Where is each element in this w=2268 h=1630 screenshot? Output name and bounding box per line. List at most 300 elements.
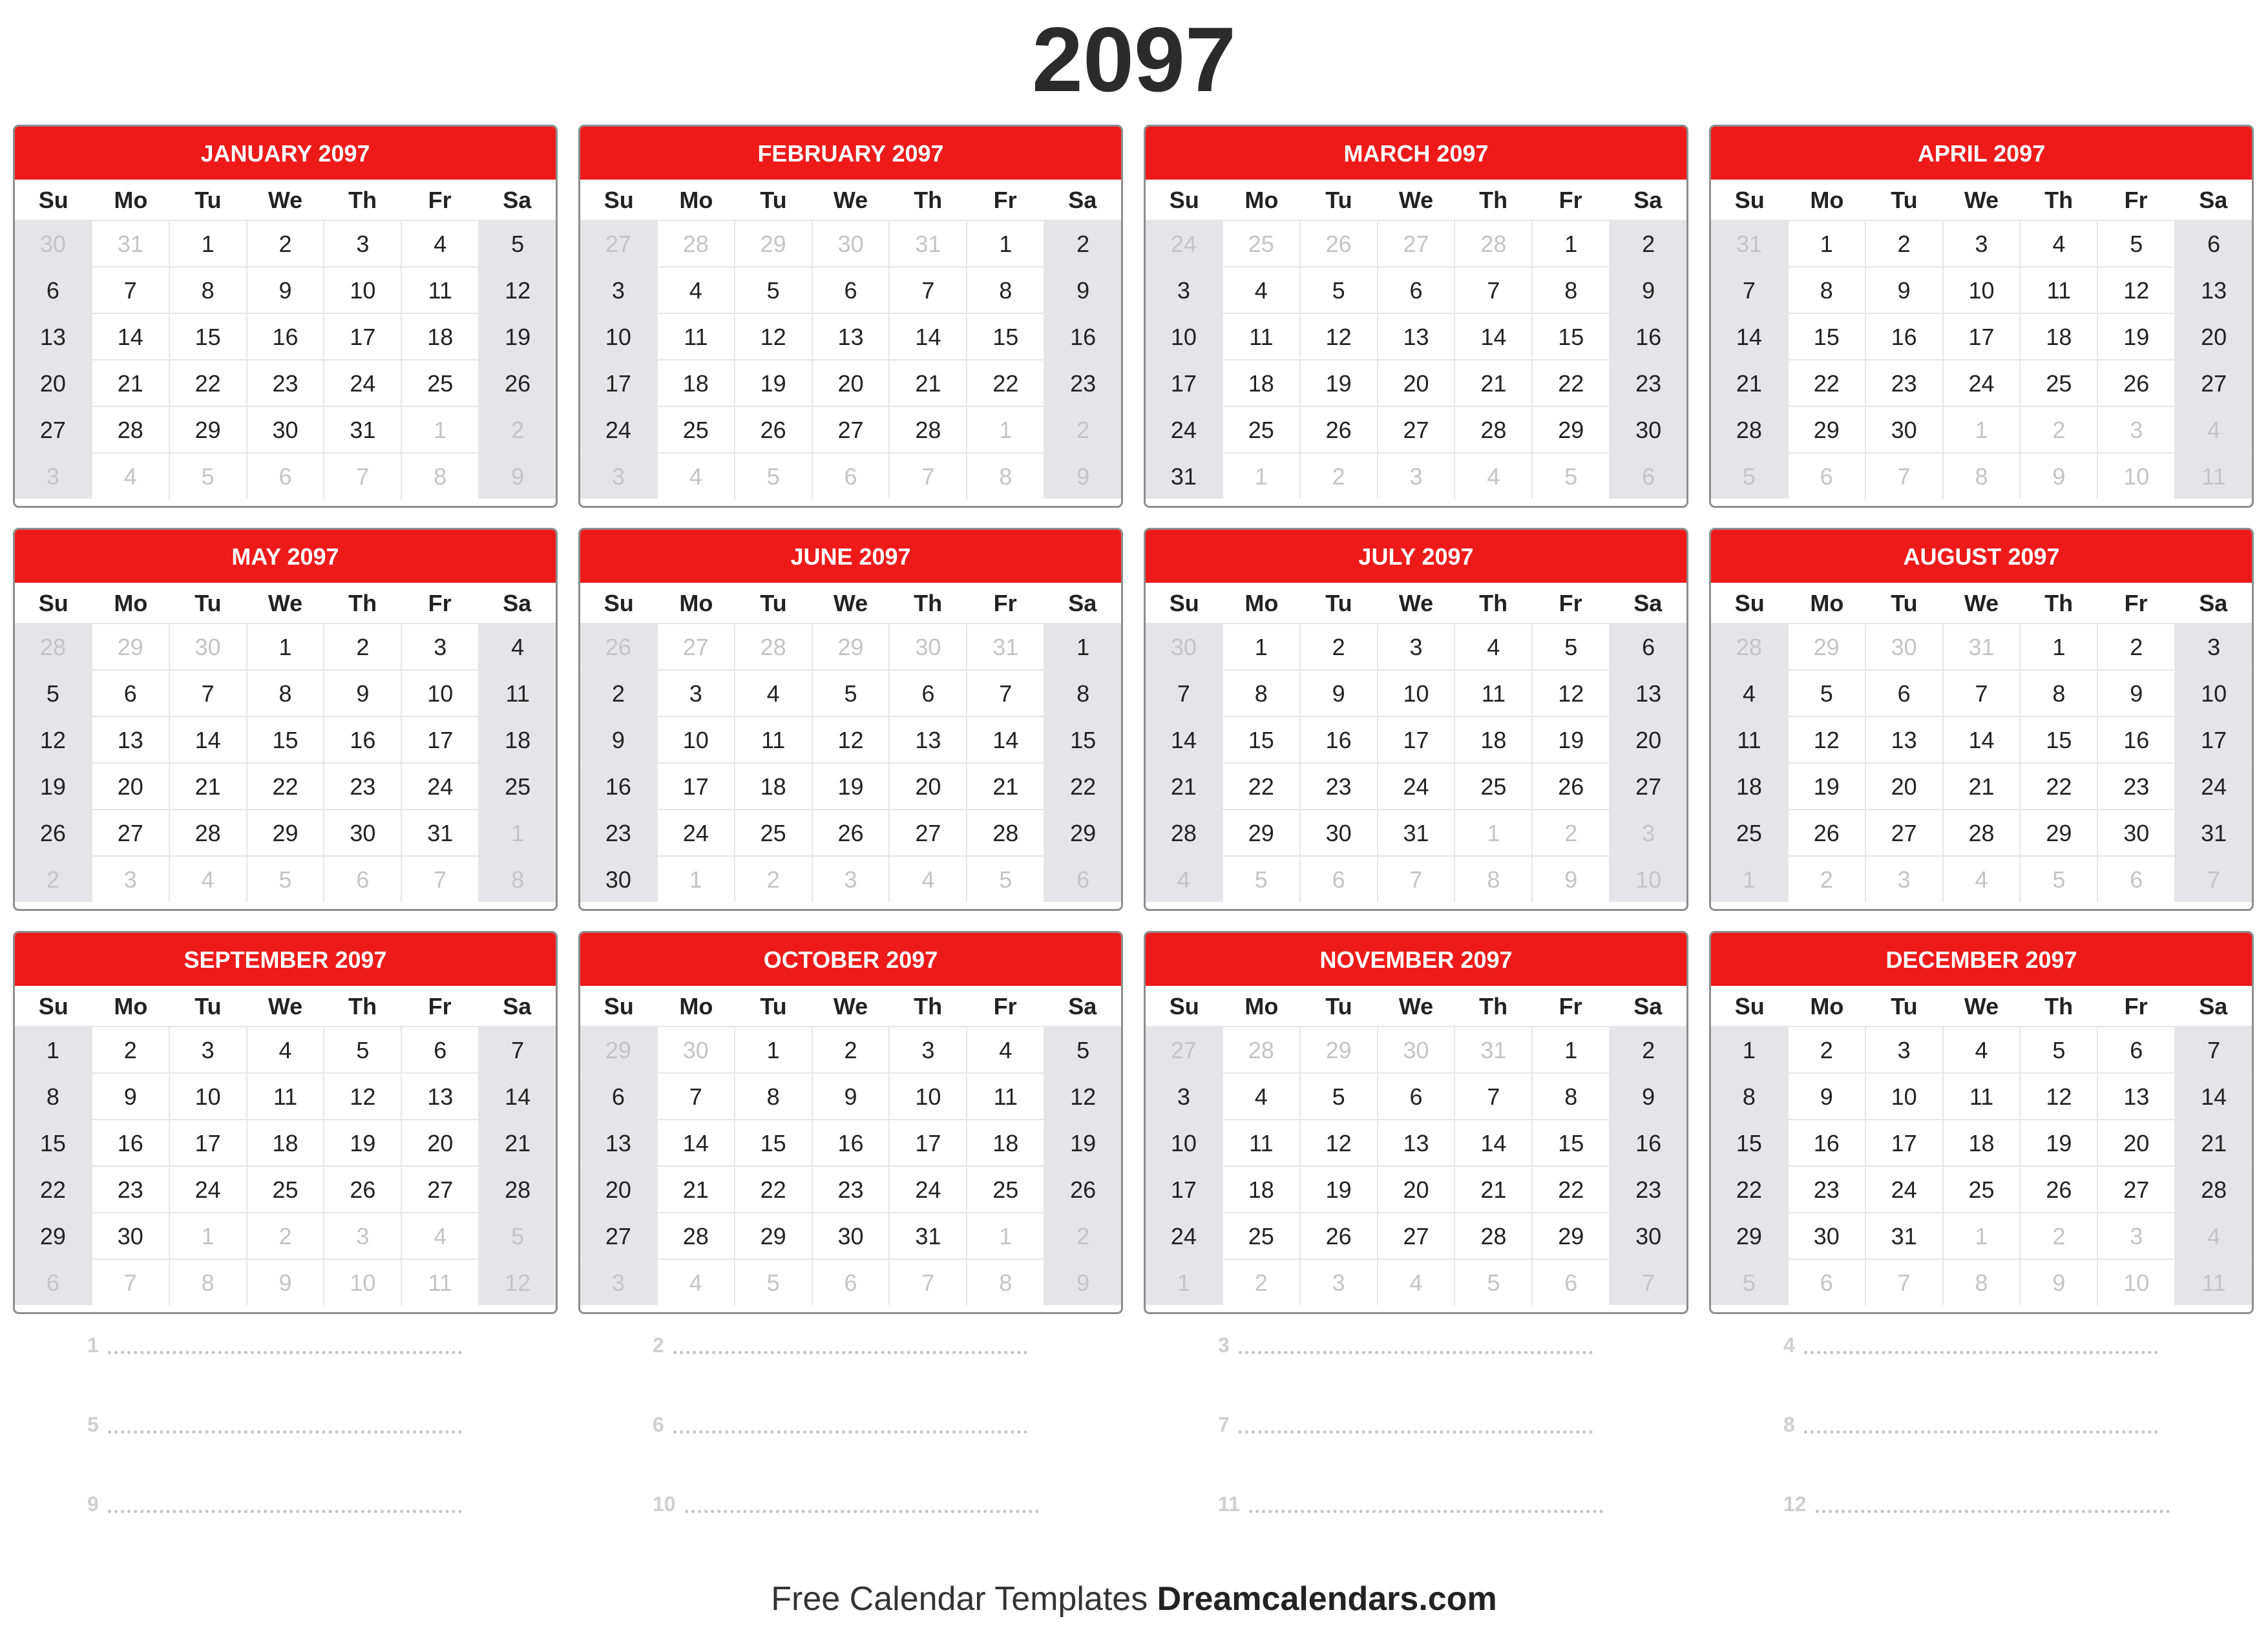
adjacent-month-day: 9 [1044, 454, 1121, 499]
adjacent-month-day: 5 [2019, 857, 2097, 902]
day-cell: 4 [1942, 1027, 2020, 1072]
day-cell: 15 [169, 314, 246, 359]
adjacent-month-day: 31 [888, 221, 966, 266]
adjacent-month-day: 5 [734, 1260, 812, 1305]
day-cell: 8 [15, 1074, 91, 1119]
day-cell: 21 [888, 360, 966, 406]
adjacent-month-day: 31 [91, 221, 169, 266]
adjacent-month-day: 8 [1942, 1260, 2020, 1305]
day-cell: 6 [580, 1074, 656, 1119]
day-cell: 10 [888, 1074, 966, 1119]
month-title: OCTOBER 2097 [580, 933, 1121, 986]
adjacent-month-day: 1 [966, 1213, 1044, 1259]
day-cell: 12 [15, 717, 91, 762]
day-cell: 6 [888, 671, 966, 716]
week-row [1711, 623, 2252, 669]
day-cell: 5 [2097, 221, 2174, 266]
day-cell: 18 [966, 1120, 1044, 1165]
day-cell: 16 [246, 314, 324, 359]
day-cell: 13 [1377, 314, 1454, 359]
adjacent-month-day: 29 [1787, 624, 1865, 669]
day-cell: 4 [2019, 221, 2097, 266]
day-cell: 10 [1942, 267, 2020, 313]
note-line[interactable] [87, 1318, 462, 1357]
weekday-label: Fr [2124, 590, 2148, 616]
day-cell: 28 [888, 407, 966, 452]
day-cell: 3 [1942, 221, 2020, 266]
day-cell: 27 [1865, 810, 1942, 855]
adjacent-month-day: 2 [15, 857, 91, 902]
adjacent-month-day: 5 [966, 857, 1044, 902]
adjacent-month-day: 27 [580, 221, 656, 266]
day-cell: 11 [478, 671, 556, 716]
weekday-label: We [833, 590, 868, 616]
adjacent-month-day: 2 [1787, 857, 1865, 902]
day-cell: 20 [812, 360, 889, 406]
day-cell: 29 [734, 1213, 812, 1259]
day-cell: 13 [580, 1120, 656, 1165]
day-cell: 7 [1146, 671, 1222, 716]
day-cell: 7 [1711, 267, 1787, 313]
weekday-label: Su [1169, 993, 1199, 1019]
weekday-label: Fr [2124, 187, 2148, 213]
weekday-label: Tu [194, 590, 222, 616]
day-cell: 26 [734, 407, 812, 452]
week-row [15, 1212, 556, 1259]
weekday-label: Sa [2199, 187, 2228, 213]
day-cell: 24 [580, 407, 656, 452]
weekday-label: Sa [1633, 993, 1663, 1019]
day-cell: 13 [401, 1074, 478, 1119]
weekday-label: Su [1734, 187, 1765, 213]
adjacent-month-day: 1 [1146, 1260, 1222, 1305]
day-cell: 5 [812, 671, 889, 716]
day-cell: 27 [2097, 1167, 2174, 1212]
day-cell: 24 [1377, 764, 1454, 809]
day-cell: 16 [1865, 314, 1942, 359]
day-cell: 31 [888, 1213, 966, 1259]
day-cell: 19 [1531, 717, 1609, 762]
adjacent-month-day: 31 [966, 624, 1044, 669]
month-title: AUGUST 2097 [1711, 530, 2252, 583]
day-cell: 27 [812, 407, 889, 452]
day-cell: 21 [966, 764, 1044, 809]
day-cell: 2 [1299, 624, 1377, 669]
day-cell: 7 [1454, 1074, 1531, 1119]
day-cell: 23 [1609, 360, 1686, 406]
adjacent-month-day: 1 [1942, 407, 2020, 452]
day-cell: 13 [2174, 267, 2252, 313]
weekday-label: We [268, 187, 303, 213]
day-cell: 19 [2019, 1120, 2097, 1165]
day-cell: 24 [401, 764, 478, 809]
day-cell: 20 [1609, 717, 1686, 762]
day-cell: 15 [246, 717, 324, 762]
adjacent-month-day: 7 [1377, 857, 1454, 902]
day-cell: 3 [401, 624, 478, 669]
adjacent-month-day: 2 [1044, 407, 1121, 452]
week-row [1711, 452, 2252, 499]
month-calendar [578, 931, 1123, 1314]
day-cell: 26 [1531, 764, 1609, 809]
week-row [1146, 623, 1686, 669]
day-cell: 15 [2019, 717, 2097, 762]
weekday-label: We [1398, 993, 1434, 1019]
week-row [580, 1259, 1121, 1305]
adjacent-month-day: 7 [91, 1260, 169, 1305]
adjacent-month-day: 31 [1711, 221, 1787, 266]
day-cell: 30 [812, 1213, 889, 1259]
adjacent-month-day: 4 [2174, 407, 2252, 452]
day-cell: 8 [1711, 1074, 1787, 1119]
day-cell: 28 [1454, 407, 1531, 452]
day-cell: 7 [169, 671, 246, 716]
day-cell: 30 [1787, 1213, 1865, 1259]
day-cell: 9 [812, 1074, 889, 1119]
notes-section [0, 1318, 2268, 1531]
week-row [15, 855, 556, 902]
week-row [1146, 716, 1686, 762]
week-row [1146, 1026, 1686, 1072]
day-cell: 25 [734, 810, 812, 855]
adjacent-month-day: 9 [1044, 1260, 1121, 1305]
day-cell: 13 [1609, 671, 1686, 716]
day-cell: 6 [91, 671, 169, 716]
day-cell: 30 [1865, 407, 1942, 452]
adjacent-month-day: 30 [656, 1027, 734, 1072]
adjacent-month-day: 28 [1454, 221, 1531, 266]
weekday-label: Mo [1244, 187, 1279, 213]
day-cell: 24 [323, 360, 401, 406]
day-cell: 8 [246, 671, 324, 716]
week-row [1146, 452, 1686, 499]
adjacent-month-day: 3 [2097, 407, 2174, 452]
week-row [1711, 669, 2252, 716]
day-cell: 30 [2097, 810, 2174, 855]
day-cell: 6 [1377, 1074, 1454, 1119]
adjacent-month-day: 3 [812, 857, 889, 902]
day-cell: 8 [734, 1074, 812, 1119]
weekday-label: Fr [428, 187, 452, 213]
weekday-label: Su [1734, 993, 1765, 1019]
day-cell: 23 [323, 764, 401, 809]
note-dotted-line [108, 1507, 462, 1513]
adjacent-month-day: 2 [1044, 1213, 1121, 1259]
day-cell: 25 [1942, 1167, 2020, 1212]
weekday-label: Th [914, 187, 943, 213]
week-row [1711, 1119, 2252, 1165]
day-cell: 6 [401, 1027, 478, 1072]
weekday-header-row [15, 583, 556, 623]
weekday-label: Tu [760, 993, 787, 1019]
note-line[interactable] [1783, 1318, 2158, 1357]
adjacent-month-day: 3 [580, 1260, 656, 1305]
adjacent-month-day: 3 [2097, 1213, 2174, 1259]
day-cell: 30 [580, 857, 656, 902]
adjacent-month-day: 9 [246, 1260, 324, 1305]
day-cell: 8 [169, 267, 246, 313]
note-number: 3 [1218, 1333, 1230, 1357]
day-cell: 20 [91, 764, 169, 809]
day-cell: 10 [656, 717, 734, 762]
day-cell: 1 [1531, 221, 1609, 266]
day-cell: 26 [1787, 810, 1865, 855]
day-cell: 21 [1711, 360, 1787, 406]
day-cell: 23 [1044, 360, 1121, 406]
day-cell: 17 [169, 1120, 246, 1165]
day-cell: 12 [1299, 1120, 1377, 1165]
day-cell: 17 [1865, 1120, 1942, 1165]
note-dotted-line [1816, 1507, 2170, 1513]
week-row [15, 809, 556, 855]
adjacent-month-day: 5 [169, 454, 246, 499]
weekday-label: Su [604, 590, 634, 616]
day-cell: 22 [1711, 1167, 1787, 1212]
weekday-label: Sa [503, 993, 532, 1019]
adjacent-month-day: 7 [1609, 1260, 1686, 1305]
note-line[interactable] [653, 1318, 1027, 1357]
adjacent-month-day: 11 [401, 1260, 478, 1305]
footer-brand-link[interactable]: Dreamcalendars.com [1157, 1580, 1497, 1618]
week-row [1711, 1072, 2252, 1119]
day-cell: 18 [1222, 1167, 1299, 1212]
day-cell: 1 [2019, 624, 2097, 669]
day-cell: 24 [1146, 407, 1222, 452]
adjacent-month-day: 6 [812, 1260, 889, 1305]
month-calendar [13, 528, 558, 911]
day-cell: 11 [1222, 314, 1299, 359]
week-row [1711, 406, 2252, 452]
note-line[interactable] [1218, 1397, 1593, 1436]
weekday-label: We [1398, 590, 1434, 616]
day-cell: 27 [401, 1167, 478, 1212]
day-cell: 30 [1609, 407, 1686, 452]
day-cell: 27 [2174, 360, 2252, 406]
day-cell: 2 [91, 1027, 169, 1072]
weekday-label: Fr [2124, 993, 2148, 1019]
adjacent-month-day: 2 [2019, 407, 2097, 452]
day-cell: 3 [888, 1027, 966, 1072]
adjacent-month-day: 7 [401, 857, 478, 902]
week-row [1146, 809, 1686, 855]
week-row [1711, 266, 2252, 313]
week-row [580, 716, 1121, 762]
weekday-label: Tu [194, 993, 222, 1019]
note-dotted-line [685, 1507, 1039, 1513]
week-row [1711, 359, 2252, 406]
day-cell: 4 [401, 221, 478, 266]
adjacent-month-day: 30 [169, 624, 246, 669]
day-cell: 10 [323, 267, 401, 313]
note-line[interactable] [653, 1397, 1027, 1436]
day-cell: 17 [580, 360, 656, 406]
adjacent-month-day: 30 [15, 221, 91, 266]
weekday-label: Tu [1325, 187, 1352, 213]
day-cell: 28 [2174, 1167, 2252, 1212]
week-row [1146, 1212, 1686, 1259]
day-cell: 18 [246, 1120, 324, 1165]
day-cell: 25 [401, 360, 478, 406]
note-dotted-line [1239, 1348, 1593, 1354]
footer-text: Free Calendar Templates [771, 1580, 1148, 1618]
day-cell: 7 [1454, 267, 1531, 313]
weekday-label: Sa [2199, 590, 2228, 616]
week-row [1146, 762, 1686, 809]
week-row [1711, 716, 2252, 762]
note-line[interactable] [87, 1397, 462, 1436]
week-row [1146, 313, 1686, 359]
adjacent-month-day: 29 [91, 624, 169, 669]
day-cell: 23 [1787, 1167, 1865, 1212]
day-cell: 5 [1044, 1027, 1121, 1072]
weekday-label: Sa [503, 590, 532, 616]
adjacent-month-day: 5 [1711, 454, 1787, 499]
weekday-header-row [15, 180, 556, 220]
note-line[interactable] [1218, 1477, 1603, 1516]
adjacent-month-day: 3 [580, 454, 656, 499]
adjacent-month-day: 28 [734, 624, 812, 669]
note-line[interactable] [1783, 1397, 2158, 1436]
day-cell: 4 [1222, 267, 1299, 313]
day-cell: 9 [1299, 671, 1377, 716]
day-cell: 9 [1787, 1074, 1865, 1119]
week-row [1711, 762, 2252, 809]
day-cell: 22 [1787, 360, 1865, 406]
month-calendar [1709, 125, 2254, 508]
adjacent-month-day: 31 [1454, 1027, 1531, 1072]
week-row [580, 266, 1121, 313]
day-cell: 10 [1865, 1074, 1942, 1119]
day-cell: 19 [2097, 314, 2174, 359]
adjacent-month-day: 10 [323, 1260, 401, 1305]
adjacent-month-day: 3 [1865, 857, 1942, 902]
day-cell: 27 [1609, 764, 1686, 809]
adjacent-month-day: 3 [323, 1213, 401, 1259]
day-cell: 7 [888, 267, 966, 313]
day-cell: 6 [15, 267, 91, 313]
day-cell: 30 [91, 1213, 169, 1259]
adjacent-month-day: 29 [1299, 1027, 1377, 1072]
day-cell: 2 [580, 671, 656, 716]
day-cell: 4 [478, 624, 556, 669]
day-cell: 27 [91, 810, 169, 855]
day-cell: 27 [15, 407, 91, 452]
weekday-label: Fr [1559, 187, 1582, 213]
day-cell: 25 [2019, 360, 2097, 406]
adjacent-month-day: 9 [478, 454, 556, 499]
day-cell: 7 [966, 671, 1044, 716]
day-cell: 20 [580, 1167, 656, 1212]
day-cell: 29 [1531, 407, 1609, 452]
note-line[interactable] [1218, 1318, 1593, 1357]
day-cell: 19 [1787, 764, 1865, 809]
day-cell: 9 [1609, 267, 1686, 313]
note-number: 11 [1218, 1492, 1240, 1516]
day-cell: 12 [478, 267, 556, 313]
weekday-label: Th [2044, 993, 2074, 1019]
adjacent-month-day: 8 [478, 857, 556, 902]
day-cell: 15 [15, 1120, 91, 1165]
weekday-header-row [1146, 986, 1686, 1026]
adjacent-month-day: 2 [478, 407, 556, 452]
adjacent-month-day: 2 [1222, 1260, 1299, 1305]
month-calendar [1709, 528, 2254, 911]
week-row [15, 266, 556, 313]
week-row [15, 1165, 556, 1212]
day-cell: 26 [1299, 407, 1377, 452]
month-title: FEBRUARY 2097 [580, 127, 1121, 180]
day-cell: 19 [478, 314, 556, 359]
weekday-label: Tu [1891, 590, 1918, 616]
month-calendar [13, 931, 558, 1314]
day-cell: 5 [2019, 1027, 2097, 1072]
day-cell: 11 [401, 267, 478, 313]
week-row [1146, 1072, 1686, 1119]
day-cell: 6 [2097, 1027, 2174, 1072]
adjacent-month-day: 2 [1299, 454, 1377, 499]
day-cell: 26 [478, 360, 556, 406]
adjacent-month-day: 27 [1377, 221, 1454, 266]
day-cell: 12 [2097, 267, 2174, 313]
day-cell: 22 [169, 360, 246, 406]
adjacent-month-day: 8 [1454, 857, 1531, 902]
day-cell: 6 [1609, 624, 1686, 669]
day-cell: 16 [91, 1120, 169, 1165]
week-row [580, 1026, 1121, 1072]
note-line[interactable] [1783, 1477, 2170, 1516]
day-cell: 29 [1787, 407, 1865, 452]
adjacent-month-day: 27 [1146, 1027, 1222, 1072]
week-row [580, 313, 1121, 359]
week-row [15, 1026, 556, 1072]
day-cell: 23 [2097, 764, 2174, 809]
weekday-label: Th [914, 993, 943, 1019]
adjacent-month-day: 1 [966, 407, 1044, 452]
adjacent-month-day: 26 [1299, 221, 1377, 266]
adjacent-month-day: 5 [246, 857, 324, 902]
day-cell: 4 [1711, 671, 1787, 716]
adjacent-month-day: 28 [1711, 624, 1787, 669]
day-cell: 18 [1711, 764, 1787, 809]
day-cell: 16 [2097, 717, 2174, 762]
adjacent-month-day: 7 [888, 1260, 966, 1305]
note-line[interactable] [653, 1477, 1039, 1516]
day-cell: 4 [1454, 624, 1531, 669]
day-cell: 6 [1865, 671, 1942, 716]
note-line[interactable] [87, 1477, 462, 1516]
year-title: 2097 [1032, 8, 1236, 111]
day-cell: 21 [478, 1120, 556, 1165]
weekday-label: Fr [1559, 993, 1582, 1019]
day-cell: 5 [478, 221, 556, 266]
weekday-label: We [1398, 187, 1434, 213]
day-cell: 21 [1454, 360, 1531, 406]
day-cell: 24 [1865, 1167, 1942, 1212]
adjacent-month-day: 2 [1531, 810, 1609, 855]
weekday-label: Mo [679, 590, 713, 616]
day-cell: 9 [580, 717, 656, 762]
weekday-label: Su [604, 187, 634, 213]
day-cell: 14 [1146, 717, 1222, 762]
day-cell: 10 [1377, 671, 1454, 716]
adjacent-month-day: 7 [1865, 1260, 1942, 1305]
day-cell: 12 [1787, 717, 1865, 762]
day-cell: 2 [2097, 624, 2174, 669]
adjacent-month-day: 4 [169, 857, 246, 902]
week-row [580, 855, 1121, 902]
note-dotted-line [673, 1427, 1027, 1434]
adjacent-month-day: 6 [15, 1260, 91, 1305]
